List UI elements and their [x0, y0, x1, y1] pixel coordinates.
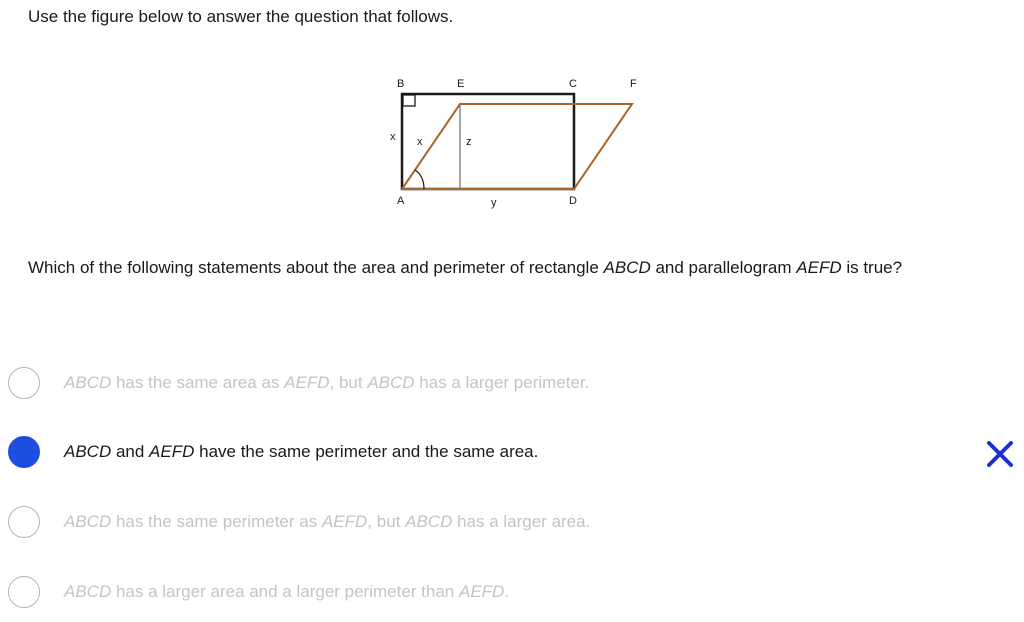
radio-button[interactable]	[8, 367, 40, 399]
radio-button[interactable]	[8, 506, 40, 538]
label-b: B	[397, 78, 405, 90]
answer-option-text: ABCD has the same perimeter as AEFD, but ABCD has a larger area.	[64, 512, 591, 531]
answer-option-text: ABCD has a larger area and a larger perimeter than AEFD.	[64, 582, 510, 601]
answer-option-text: ABCD and AEFD have the same perimeter and the same area.	[64, 442, 539, 461]
para-name: AEFD	[796, 258, 842, 277]
answer-option-1[interactable]	[8, 367, 1018, 403]
label-z: z	[466, 136, 472, 148]
answer-option-text: ABCD has the same area as AEFD, but ABCD has a larger perimeter.	[64, 373, 590, 392]
right-angle-marker	[403, 95, 415, 106]
label-f: F	[630, 78, 637, 90]
label-e: E	[457, 78, 465, 90]
label-c: C	[569, 78, 577, 90]
geometry-figure	[380, 70, 650, 210]
label-x-inner: x	[417, 136, 423, 148]
prompt-text: Use the figure below to answer the question that follows.	[28, 7, 454, 26]
parallelogram-aefd	[402, 104, 632, 189]
answer-option-3[interactable]	[8, 506, 1018, 542]
label-y: y	[491, 197, 497, 209]
radio-button[interactable]	[8, 576, 40, 608]
rect-name: ABCD	[603, 258, 651, 277]
answer-option-2[interactable]	[8, 436, 1018, 472]
rectangle-abcd	[402, 94, 574, 189]
label-x-outer: x	[390, 131, 396, 143]
label-a: A	[397, 195, 405, 207]
radio-button-selected[interactable]	[8, 436, 40, 468]
question-text: Which of the following statements about the area and perimeter of rectangle ABCD and parallelogram AEFD is true?	[28, 258, 903, 277]
x-icon	[984, 438, 1016, 470]
label-d: D	[569, 195, 577, 207]
answer-option-4[interactable]	[8, 576, 1018, 612]
angle-arc-a	[415, 170, 424, 189]
